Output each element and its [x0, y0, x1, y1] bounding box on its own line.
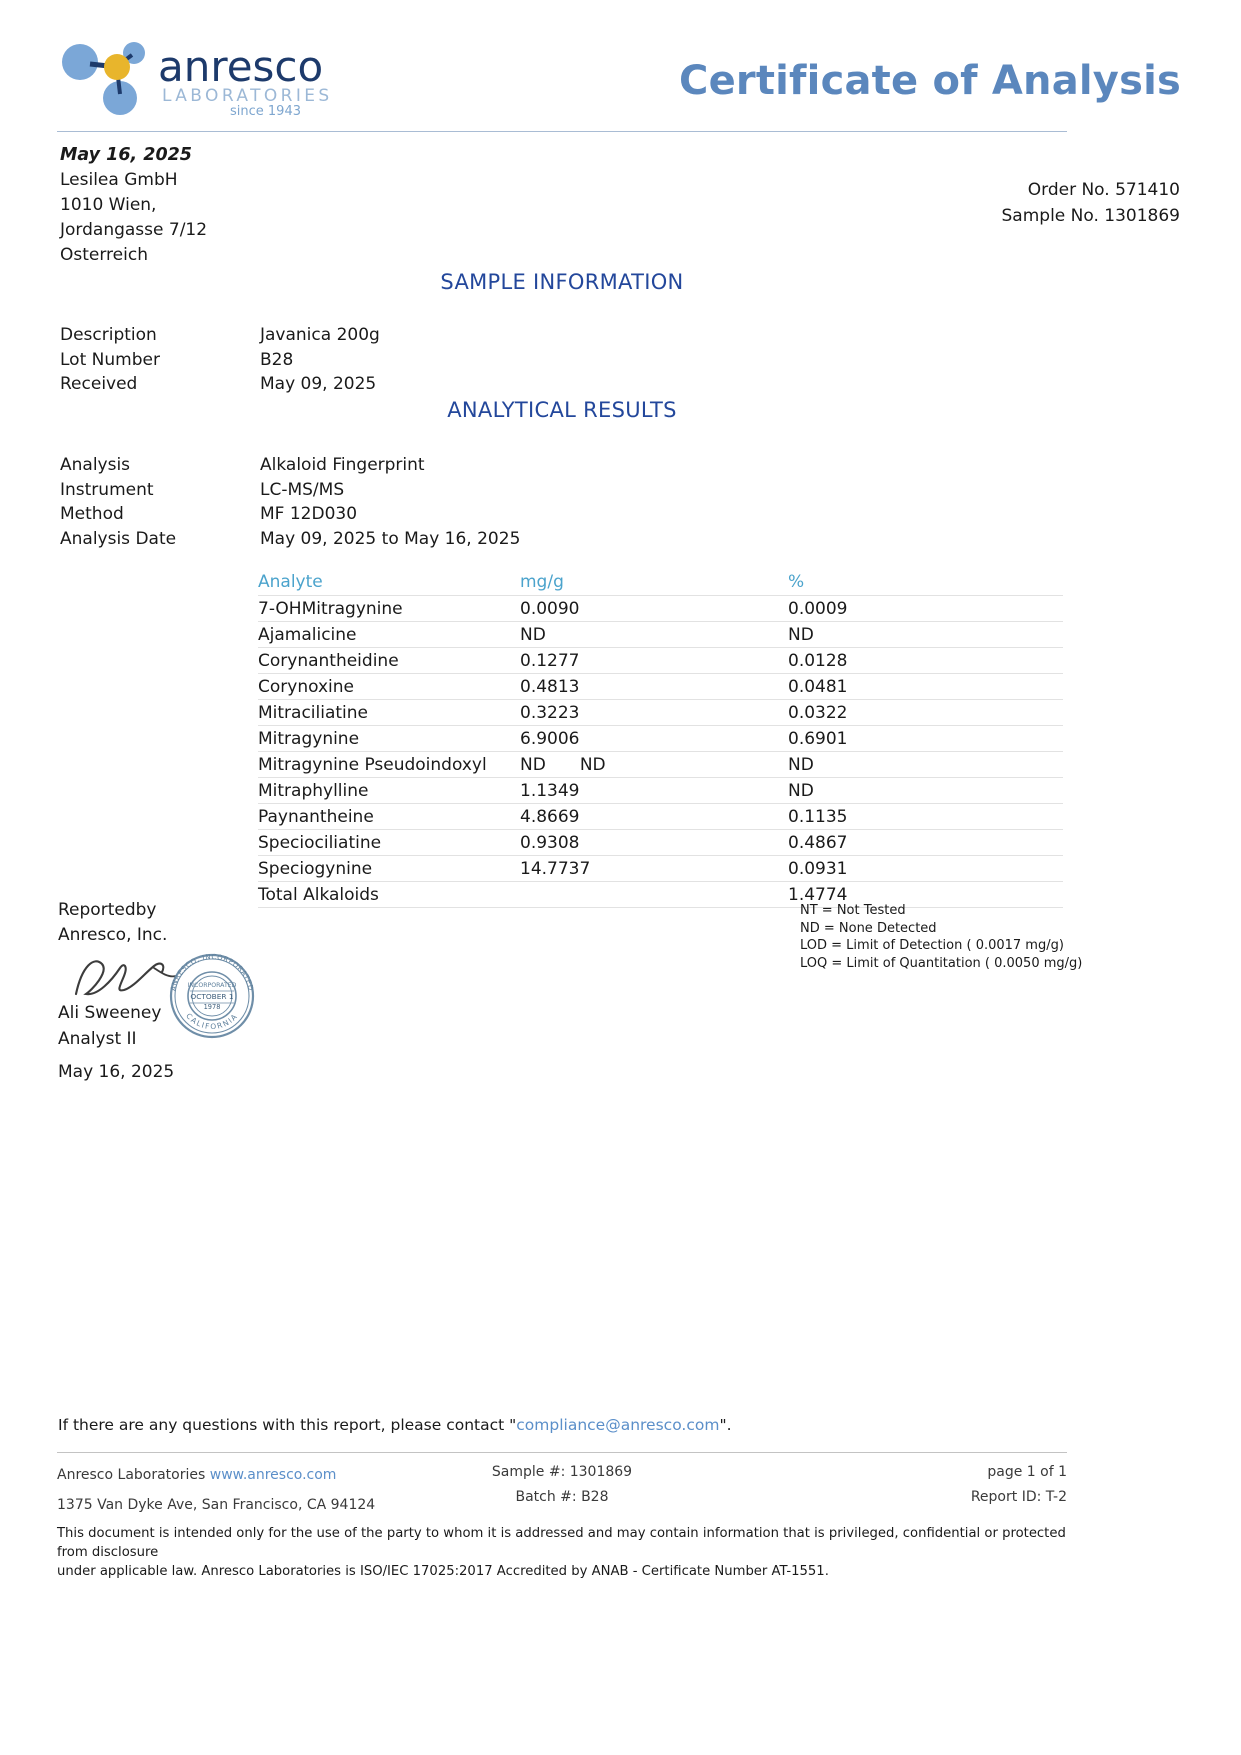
column-header-mgg: mg/g	[520, 572, 564, 592]
value-instrument: LC-MS/MS	[260, 479, 345, 500]
legend-nd: ND = None Detected	[800, 920, 937, 936]
table-row	[258, 648, 1063, 674]
label-lot-number: Lot Number	[60, 349, 160, 370]
info-row-description	[60, 323, 380, 348]
page-footer	[57, 1460, 1067, 1516]
footer-center	[57, 1460, 1067, 1510]
cell-analyte: Speciociliatine	[258, 830, 520, 856]
recipient-country: Osterreich	[60, 245, 148, 265]
info-row-analysis	[60, 453, 520, 478]
cell-percent: ND	[788, 622, 1063, 648]
cell-percent: 0.4867	[788, 830, 1063, 856]
label-analysis-date: Analysis Date	[60, 528, 177, 549]
value-analysis-date: May 09, 2025 to May 16, 2025	[260, 528, 521, 549]
cell-mgg: 14.7737	[520, 856, 788, 882]
cell-analyte: Total Alkaloids	[258, 882, 520, 908]
label-received: Received	[60, 374, 138, 394]
value-lot-number: B28	[260, 349, 294, 370]
svg-text:CALIFORNIA: CALIFORNIA	[184, 1011, 240, 1032]
contact-prefix: If there are any questions with this report, please contact "	[58, 1416, 517, 1434]
cell-mgg: 0.3223	[520, 700, 788, 726]
cell-analyte: 7-OHMitragynine	[258, 596, 520, 622]
cell-analyte: Mitragynine Pseudoindoxyl	[258, 752, 520, 778]
cell-mgg: 0.9308	[520, 830, 788, 856]
column-header-analyte: Analyte	[258, 572, 323, 592]
svg-text:anresco: anresco	[158, 42, 324, 91]
table-row	[258, 752, 1063, 778]
cell-mgg: 1.1349	[520, 778, 788, 804]
cell-mgg: 0.4813	[520, 674, 788, 700]
cell-mgg: 0.0090	[520, 596, 788, 622]
cell-percent: 1.4774	[788, 882, 1063, 908]
info-row-lot-number	[60, 348, 380, 373]
legend-lod: LOD = Limit of Detection ( 0.0017 mg/g)	[800, 938, 1064, 953]
cell-mgg	[520, 752, 788, 778]
svg-text:since 1943: since 1943	[230, 104, 301, 118]
page-header	[0, 0, 1241, 132]
cell-percent: 0.0322	[788, 700, 1063, 726]
section-title-analytical-results: ANALYTICAL RESULTS	[447, 398, 677, 422]
company-seal-stamp-icon	[163, 947, 261, 1045]
cell-analyte: Mitraphylline	[258, 778, 520, 804]
cell-percent: 0.1135	[788, 804, 1063, 830]
analyst-name: Ali Sweeney	[58, 1003, 162, 1023]
reporting-company: Anresco, Inc.	[58, 925, 168, 945]
cell-mgg: ND	[520, 622, 788, 648]
footer-right	[971, 1460, 1067, 1510]
table-row	[258, 856, 1063, 882]
disclaimer-line-1: This document is intended only for the use of the party to whom it is addressed and may contain information that is privileged, confidential or protected from disclosure	[57, 1526, 1066, 1560]
legend-nt: NT = Not Tested	[800, 903, 906, 918]
recipient-address	[60, 143, 207, 268]
svg-text:ANRESCO, INCORPORATED: ANRESCO, INCORPORATED	[169, 952, 255, 992]
section-title-sample-information: SAMPLE INFORMATION	[440, 270, 684, 294]
footer-divider	[57, 1452, 1067, 1453]
table-body	[258, 596, 1063, 908]
sample-information-list	[60, 323, 380, 397]
svg-text:LABORATORIES: LABORATORIES	[162, 86, 333, 106]
table-row	[258, 674, 1063, 700]
cell-percent: ND	[788, 778, 1063, 804]
info-row-analysis-date	[60, 527, 520, 552]
compliance-email-link[interactable]: compliance@anresco.com	[516, 1416, 720, 1434]
cell-percent: 0.0931	[788, 856, 1063, 882]
footer-page-number: page 1 of 1	[987, 1464, 1067, 1480]
cell-percent: 0.0481	[788, 674, 1063, 700]
analysis-information-list	[60, 453, 520, 551]
table-row	[258, 778, 1063, 804]
sample-number: Sample No. 1301869	[1001, 206, 1180, 226]
footer-sample-number: Sample #: 1301869	[491, 1464, 633, 1480]
table-row	[258, 622, 1063, 648]
legal-disclaimer	[57, 1524, 1067, 1581]
cell-mgg: 0.1277	[520, 648, 788, 674]
abbreviation-legend	[800, 902, 1082, 972]
cell-analyte: Speciogynine	[258, 856, 520, 882]
label-method: Method	[60, 504, 124, 524]
disclaimer-line-2: under applicable law. Anresco Laboratories is ISO/IEC 17025:2017 Accredited by ANAB - Certificate Number AT-1551.	[57, 1564, 829, 1579]
table-row	[258, 700, 1063, 726]
reported-by-label: Reportedby	[58, 900, 157, 920]
column-header-percent: %	[788, 572, 805, 592]
cell-mgg: 6.9006	[520, 726, 788, 752]
footer-report-id: Report ID: T-2	[970, 1489, 1067, 1505]
value-description: Javanica 200g	[260, 325, 380, 345]
svg-text:1978: 1978	[203, 1003, 221, 1011]
table-row	[258, 830, 1063, 856]
analyst-block	[58, 1000, 161, 1052]
footer-address: 1375 Van Dyke Ave, San Francisco, CA 94124	[57, 1497, 376, 1513]
value-analysis: Alkaloid Fingerprint	[260, 455, 425, 475]
footer-lab-name: Anresco Laboratories	[57, 1467, 206, 1483]
reported-by-block	[58, 898, 167, 948]
order-identifiers	[1002, 177, 1180, 229]
cell-percent: ND	[788, 752, 1063, 778]
cell-analyte: Paynantheine	[258, 804, 520, 830]
footer-website-link[interactable]: www.anresco.com	[209, 1467, 337, 1483]
cell-mgg-secondary: ND	[579, 755, 606, 775]
legend-loq: LOQ = Limit of Quantitation ( 0.0050 mg/g)	[800, 955, 1083, 971]
info-row-method	[60, 502, 520, 527]
info-row-instrument	[60, 478, 520, 503]
footer-batch-number: Batch #: B28	[515, 1489, 609, 1505]
analyst-title: Analyst II	[58, 1029, 137, 1049]
info-row-received	[60, 372, 380, 397]
table-header-row	[258, 572, 1063, 596]
recipient-city: 1010 Wien,	[60, 195, 157, 215]
cell-analyte: Corynoxine	[258, 674, 520, 700]
label-description: Description	[60, 325, 157, 345]
value-method: MF 12D030	[260, 504, 358, 524]
cell-percent: 0.0009	[788, 596, 1063, 622]
cell-analyte: Ajamalicine	[258, 622, 520, 648]
page-title: Certificate of Analysis	[679, 58, 1181, 104]
cell-mgg: 4.8669	[520, 804, 788, 830]
contact-suffix: ".	[719, 1416, 732, 1434]
analytical-results-table	[258, 572, 1063, 908]
cell-percent: 0.0128	[788, 648, 1063, 674]
value-received: May 09, 2025	[260, 374, 377, 394]
order-number: Order No. 571410	[1027, 180, 1180, 200]
label-analysis: Analysis	[60, 455, 131, 475]
header-divider	[57, 131, 1067, 132]
label-instrument: Instrument	[60, 479, 154, 500]
anresco-logo	[58, 36, 358, 118]
report-date: May 16, 2025	[60, 145, 192, 165]
contact-note	[58, 1416, 732, 1434]
signature-date: May 16, 2025	[58, 1062, 175, 1082]
svg-text:INCORPORATED: INCORPORATED	[187, 982, 237, 989]
recipient-street: Jordangasse 7/12	[60, 220, 208, 240]
table-row	[258, 804, 1063, 830]
cell-percent: 0.6901	[788, 726, 1063, 752]
cell-mgg-primary: ND	[520, 755, 546, 775]
recipient-company: Lesilea GmbH	[60, 170, 178, 190]
cell-mgg	[520, 882, 788, 908]
cell-analyte: Corynantheidine	[258, 648, 520, 674]
cell-analyte: Mitraciliatine	[258, 700, 520, 726]
table-row	[258, 596, 1063, 622]
svg-text:OCTOBER 1: OCTOBER 1	[190, 992, 234, 1001]
cell-analyte: Mitragynine	[258, 726, 520, 752]
table-row	[258, 726, 1063, 752]
